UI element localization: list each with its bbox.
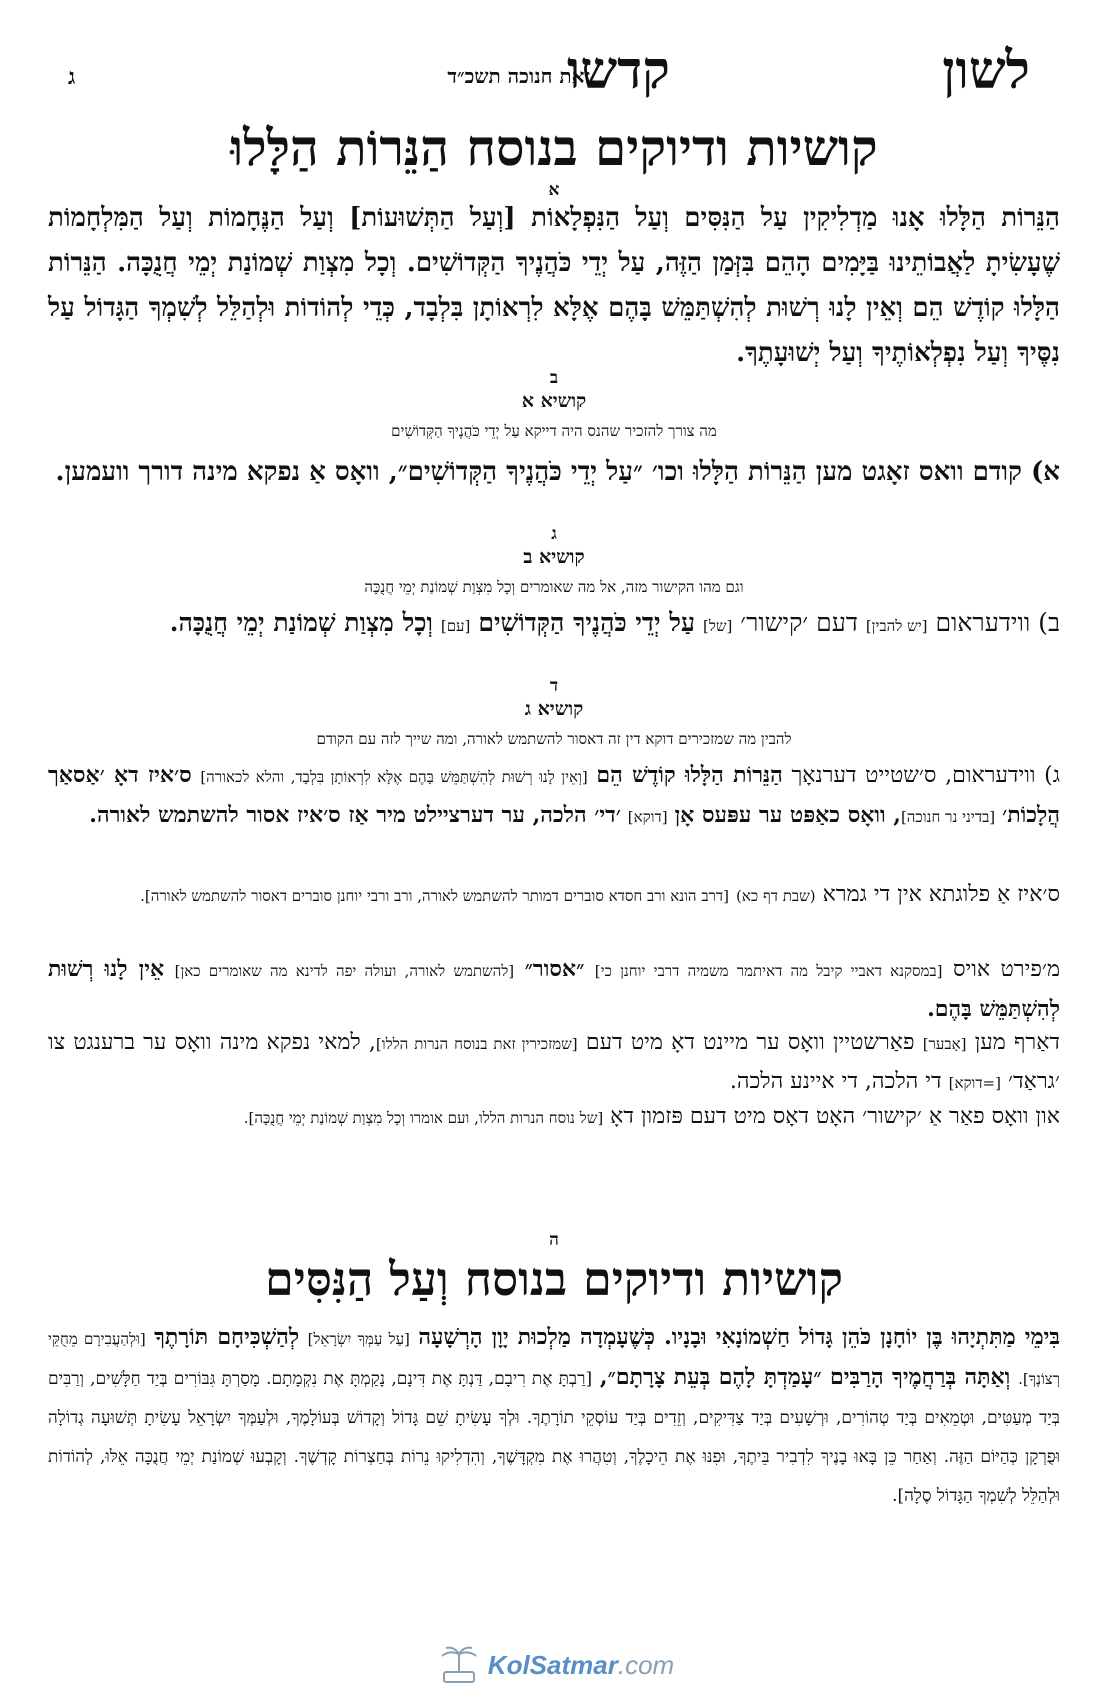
palm-tree-books-icon xyxy=(434,1644,482,1686)
daarf-part: די הלכה, די איינע הלכה. xyxy=(729,1069,942,1094)
maskana-bold: אֵין לָנוּ רְשׁוּת לְהִשְׁתַּמֵּשׁ בָּהֶם. xyxy=(48,956,1060,1022)
maskana-bracket: [במסקנא דאביי קיבל מה דאיתמר משמיה דרבי יוחנן כי] xyxy=(594,962,943,980)
kishur-part: און וואָס פאַר אַ ׳קישור׳ האָט דאָס מיט דעם פּזמון דאָ xyxy=(610,1104,1060,1129)
q3-bracket: [וְאֵין לָנוּ רְשׁוּת לְהִשְׁתַּמֵּשׁ בָּהֶם אֶלָּא לִרְאוֹתָן בִּלְבָד, והלא לכאורה] xyxy=(200,768,588,786)
q3-bold: , וואָס כאַפּט ער עפּעס אָן xyxy=(674,802,901,828)
q2-bold: עַל יְדֵי כֹּהֲנֶיךָ הַקְּדוֹשִׁים xyxy=(478,608,696,637)
brand-name xyxy=(488,1650,674,1681)
footer-watermark xyxy=(48,1644,1060,1690)
header-left-title: לשון xyxy=(942,40,1030,101)
al-hanisim-bold: וְאַתָּה בְּרַחֲמֶיךָ הָרַבִּים ״עָמַדְתָּ לָהֶם בְּעֵת צָרָתָם״, xyxy=(599,1364,1011,1390)
section-letter-h: ה xyxy=(549,1230,559,1250)
maskana-bold: ״אסור״ xyxy=(524,956,585,982)
section-letter-a: א xyxy=(548,180,560,200)
al-hanisim-bracket: [רַבְתָּ אֶת רִיבָם, דַּנְתָּ אֶת דִּינָם, נָקַמְתָּ אֶת נִקְמָתָם. מָסַרְתָּ גִּבּוֹרִים בְּיַד חַלָּשִׁים, וְרַבִּים בְּיַד מְעַטִּים, וּטְמֵאִים בְּיַד טְהוֹרִים, וּרְשָׁעִים בְּיַד צַדִּיקִים, וְזֵדִים בְּיַד עוֹסְקֵי תוֹרָתֶךָ. וּלְךָ עָשִׂיתָ שֵׁם גָּדוֹל וְקָדוֹשׁ בְּעוֹלָמֶךָ, וּלְעַמְּךָ יִשְׂרָאֵל עָשִׂיתָ תְּשׁוּעָה גְדוֹלָה וּפֻרְקָן כְּהַיּוֹם הַזֶּה. וְאַחַר כֵּן בָּאוּ בָנֶיךָ לִדְבִיר בֵּיתֶךָ, וּפִנּוּ אֶת הֵיכָלֶךָ, וְטִהֲרוּ אֶת מִקְדָּשֶׁךָ, וְהִדְלִיקוּ נֵרוֹת בְּחַצְרוֹת קָדְשֶׁךָ. וְקָבְעוּ שְׁמוֹנַת יְמֵי חֲנֻכָּה אֵלּוּ, לְהוֹדוֹת וּלְהַלֵּל לְשִׁמְךָ הַגָּדוֹל סֶלָה]. xyxy=(48,1369,1060,1506)
maskana-part: מ׳פירט אויס xyxy=(952,957,1060,982)
kushia-heading-2: קושיא ב xyxy=(523,546,585,568)
paragraph-maskana xyxy=(48,950,1060,1029)
q3-bold: ׳די׳ הלכה, ער דערציילט מיר אַז ס׳איז אסור להשתמש לאורה. xyxy=(89,802,621,828)
paragraph-question-1 xyxy=(48,452,1060,492)
paragraph-al-hanisim xyxy=(48,1318,1060,1515)
daarf-bracket: [=דוקא] xyxy=(948,1074,1001,1092)
q2-bracket: [יש להבין] xyxy=(865,617,928,635)
daarf-bracket: [שמזכירין זאת בנוסח הנרות הללו] xyxy=(375,1035,578,1053)
section-letter-g: ג xyxy=(551,524,557,544)
paragraph-daarf xyxy=(48,1024,1060,1102)
kushia-question-3: להבין מה שמזכירים דוקא דין זה דאסור להשתמש לאורה, ומה שייך לזה עם הקודם xyxy=(316,730,792,748)
al-hanisim-bold: בִּימֵי מַתִּתְיָהוּ בֶּן יוֹחָנָן כֹּהֵן גָּדוֹל חַשְׁמוֹנָאִי וּבָנָיו. כְּשֶׁעָמְדָה מַלְכוּת יָוָן הָרְשָׁעָה xyxy=(418,1324,1060,1350)
q2-bracket: [של] xyxy=(703,617,733,635)
daarf-bracket: [אָבער] xyxy=(922,1035,967,1053)
q3-bracket: [דוקא] xyxy=(627,808,668,826)
section-letter-d: ד xyxy=(549,676,559,696)
q2-part: ב) ווידעראום xyxy=(935,608,1060,637)
machloket-source: (שבת דף כא) xyxy=(736,887,816,905)
section-title: קושיות ודיוקים בנוסח הַנֵּרוֹת הַלָּלוּ xyxy=(230,118,878,177)
machloket-bracket: [דרב הונא ורב חסדא סוברים דמותר להשתמש לאורה, ורב ורבי יוחנן סוברים דאסור להשתמש לאורה]. xyxy=(140,887,729,905)
q3-bold: ס׳איז דאָ ׳אַסאַך הֲלָכוֹת׳ xyxy=(48,762,1060,828)
brand-main: KolSatmar xyxy=(487,1649,618,1680)
kushia-heading-3: קושיא ג xyxy=(524,698,584,720)
brand-tld: .com xyxy=(617,1649,675,1680)
kushia-heading-1: קושיא א xyxy=(521,390,587,412)
kushia-question-1: מה צורך להזכיר שהנס היה דייקא עַל יְדֵי כֹּהֲנֶיךָ הַקְּדוֹשִׁים xyxy=(391,422,717,440)
q3-part: ג) ווידעראום, ס׳שטייט דערנאָך xyxy=(791,763,1061,788)
q3-bracket: [בדיני נר חנוכה] xyxy=(900,808,996,826)
document-page xyxy=(48,0,1060,1700)
section-letter-b: ב xyxy=(549,368,559,388)
paragraph-hanerot: הַנֵּרוֹת הַלָּלוּ אָנוּ מַדְלִיקִין עַל הַנִּסִּים וְעַל הַנִּפְלָאוֹת [וְעַל הַתְּשׁוּעוֹת] וְעַל הַנֶּחָמוֹת וְעַל הַמִּלְחָמוֹת שֶׁעָשִׂיתָ לַאֲבוֹתֵינוּ בַּיָּמִים הָהֵם בִּזְּמַן הַזֶּה, עַל יְדֵי כֹּהֲנֶיךָ הַקְּדוֹשִׁים. וְכָל מִצְוַת שְׁמוֹנַת יְמֵי חֲנֻכָּה. הַנֵּרוֹת הַלָּלוּ קוֹדֶשׁ הֵם וְאֵין לָנוּ רְשׁוּת לְהִשְׁתַּמֵּשׁ בָּהֶם אֶלָּא לִרְאוֹתָן בִּלְבָד, כְּדֵי לְהוֹדוֹת וּלְהַלֵּל לְשִׁמְךָ הַגָּדוֹל עַל נִסֶּיךָ וְעַל נִפְלְאוֹתֶיךָ וְעַל יְשׁוּעָתֶךָ. xyxy=(48,203,1060,368)
q3-bold: הַנֵּרוֹת הַלָּלוּ קוֹדֶשׁ הֵם xyxy=(596,762,783,788)
header-issue: זאת חנוכה תשכ״ד xyxy=(447,64,590,88)
al-hanisim-bold: לְהַשְׁכִּיחָם תּוֹרָתֶךָ xyxy=(154,1324,300,1350)
q2-part: דעם ׳קישור׳ xyxy=(740,608,858,637)
machloket-part: ס׳איז אַ פלוגתא אין די גמרא xyxy=(822,882,1060,907)
kishur-bracket: [של נוסח הנרות הללו, ועם אומרו וְכָל מִצְוַת שְׁמוֹנַת יְמֵי חֲנֻכָּה]. xyxy=(243,1109,604,1127)
daarf-part: , למאי נפקא מינה וואָס ער ברענגט צו ׳גראַד׳ xyxy=(48,1030,1060,1094)
kushia-question-2: וגם מהו הקישור מזה, אל מה שאומרים וְכָל מִצְוַת שְׁמוֹנַת יְמֵי חֲנֻכָּה xyxy=(364,578,744,596)
page-number: ג xyxy=(68,64,76,90)
question-1-text: א) קודם וואס זאָגט מען הַנֵּרוֹת הַלָּלוּ וכו׳ ״עַל יְדֵי כֹּהֲנֶיךָ הַקְּדוֹשִׁים״, וואָס אַ נפקא מינה דורך וועמען. xyxy=(55,457,1060,487)
paragraph-question-2 xyxy=(48,602,1060,647)
header-right-title: קדשו xyxy=(567,40,670,101)
paragraph-question-3 xyxy=(48,756,1060,836)
q2-bracket: [עם] xyxy=(440,617,471,635)
page-header xyxy=(48,40,1060,110)
q2-bold: וְכָל מִצְוַת שְׁמוֹנַת יְמֵי חֲנֻכָּה. xyxy=(169,608,433,637)
paragraph-kishur xyxy=(48,1098,1060,1137)
daarf-part: פאַרשטיין וואָס ער מיינט דאָ מיט דעם xyxy=(585,1030,915,1055)
daarf-part: דאַרף מען xyxy=(974,1030,1060,1055)
al-hanisim-bracket: [עַל עַמְּךָ יִשְׂרָאֵל] xyxy=(307,1330,410,1348)
kolsatmar-logo[interactable] xyxy=(434,1644,674,1686)
section-title-al-hanisim: קושיות ודיוקים בנוסח וְעַל הַנִּסִּים xyxy=(265,1252,843,1306)
al-hanisim-bracket: [וּלְהַעֲבִירָם מֵחֻקֵּי רְצוֹנֶךָ]. xyxy=(48,1330,1061,1388)
maskana-bracket: [להשתמש לאורה, ועולה יפה לדינא מה שאומרים כאן] xyxy=(174,962,515,980)
paragraph-machloket xyxy=(48,876,1060,915)
